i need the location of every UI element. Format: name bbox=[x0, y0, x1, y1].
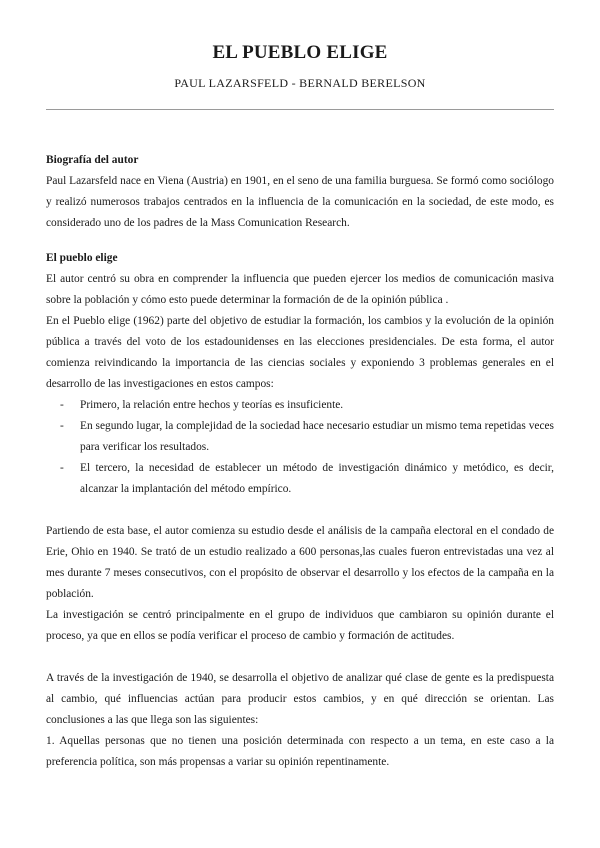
list-item-text: Primero, la relación entre hechos y teorías es insuficiente. bbox=[80, 399, 344, 411]
spacer bbox=[46, 500, 554, 521]
problems-list bbox=[46, 395, 554, 500]
document-title: EL PUEBLO ELIGE bbox=[212, 42, 388, 63]
document-body bbox=[46, 150, 554, 773]
pueblo-paragraph-5: A través de la investigación de 1940, se desarrolla el objetivo de analizar qué clase de gente es la predispuesta al cambio, qué influencias actúan para producir estos cambios, y en qué dirección se orientan. Las conclusiones a las que llega son las siguientes: bbox=[46, 672, 554, 726]
list-item-text: El tercero, la necesidad de establecer un método de investigación dinámico y metódico, es decir, alcanzar la implantación del método empírico. bbox=[80, 462, 554, 495]
document-authors: PAUL LAZARSFELD - BERNALD BERELSON bbox=[174, 76, 426, 90]
bio-paragraph: Paul Lazarsfeld nace en Viena (Austria) en 1901, en el seno de una familia burguesa. Se formó como sociólogo y realizó numerosos trabajos centrados en la influencia de la comunicación en la sociedad, de este modo, es considerado uno de los padres de la Mass Comunication Research. bbox=[46, 175, 554, 229]
list-item-text: En segundo lugar, la complejidad de la sociedad hace necesario estudiar un mismo tema repetidas veces para verificar los resultados. bbox=[80, 420, 554, 453]
list-item bbox=[46, 416, 554, 458]
spacer bbox=[46, 647, 554, 668]
list-dash: - bbox=[60, 462, 64, 474]
bio-heading: Biografía del autor bbox=[46, 154, 139, 166]
list-dash: - bbox=[60, 399, 64, 411]
pueblo-heading: El pueblo elige bbox=[46, 252, 118, 264]
spacer bbox=[46, 234, 554, 248]
pueblo-paragraph-4: La investigación se centró principalmente en el grupo de individuos que cambiaron su opinión durante el proceso, ya que en ellos se podía verificar el proceso de cambio y formación de actitudes. bbox=[46, 609, 554, 642]
list-dash: - bbox=[60, 420, 64, 432]
conclusion-item-1: 1. Aquellas personas que no tienen una posición determinada con respecto a un tema, en este caso a la preferencia política, son más propensas a variar su opinión repentinamente. bbox=[46, 735, 554, 768]
header-divider bbox=[46, 109, 554, 110]
pueblo-paragraph-2: En el Pueblo elige (1962) parte del objetivo de estudiar la formación, los cambios y la evolución de la opinión pública a través del voto de los estadounidenses en las elecciones presidenciales. De esta forma, el autor comienza reivindicando la importancia de las ciencias sociales y exponiendo 3 problemas generales en el desarrollo de las investigaciones en estos campos: bbox=[46, 315, 554, 390]
list-item bbox=[46, 395, 554, 416]
list-item bbox=[46, 458, 554, 500]
pueblo-paragraph-3: Partiendo de esta base, el autor comienza su estudio desde el análisis de la campaña electoral en el condado de Erie, Ohio en 1940. Se trató de un estudio realizado a 600 personas,las cuales fueron entrevistadas una vez al mes durante 7 meses consecutivos, con el propósito de observar el desarrollo y los efectos de la campaña en la población. bbox=[46, 525, 554, 600]
pueblo-paragraph-1: El autor centró su obra en comprender la influencia que pueden ejercer los medios de comunicación masiva sobre la población y cómo esto puede determinar la formación de de la opinión pública . bbox=[46, 273, 554, 306]
